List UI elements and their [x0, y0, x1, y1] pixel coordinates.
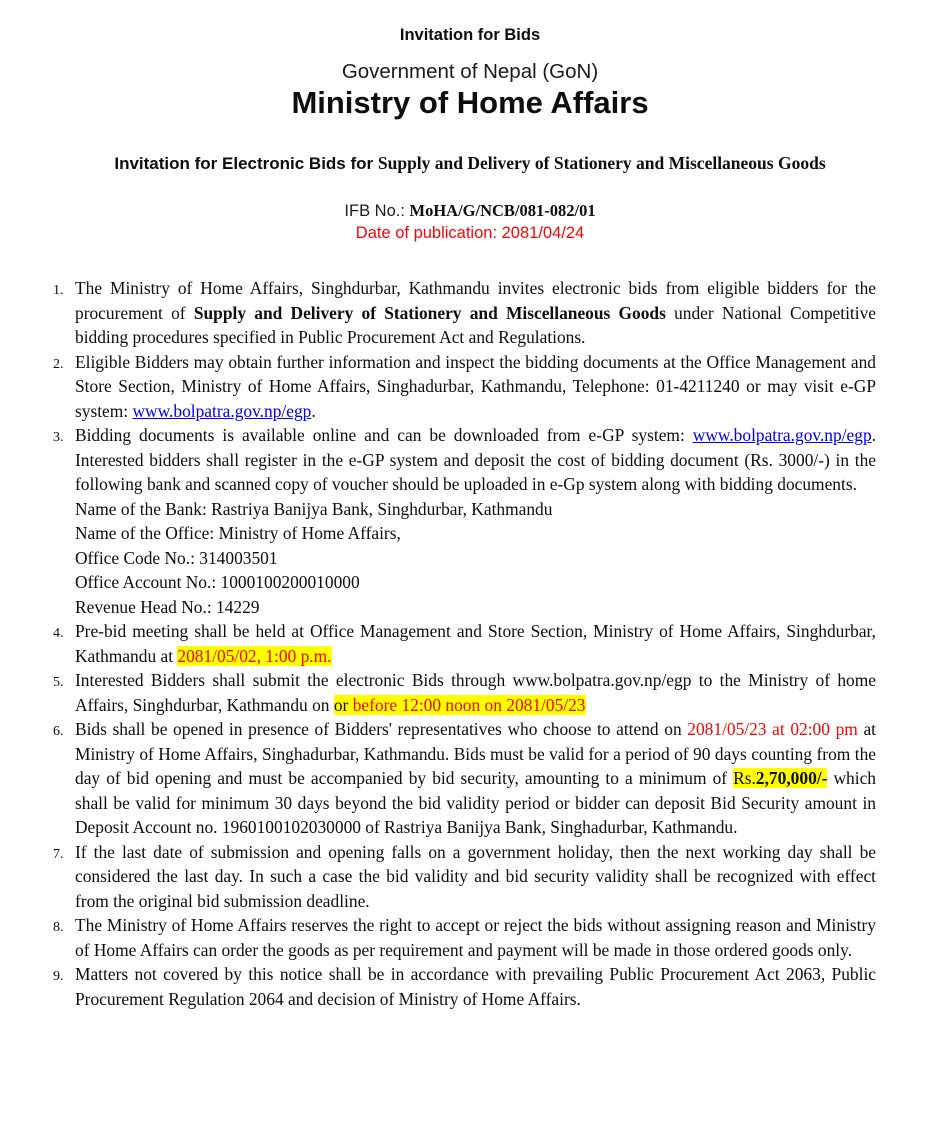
government-name: Government of Nepal (GoN)	[341, 60, 599, 83]
notice-item-5	[53, 668, 876, 717]
item-4-text	[75, 619, 876, 668]
office-name-line: Name of the Office: Ministry of Home Affairs,	[75, 523, 401, 543]
item-6-text	[75, 717, 876, 840]
bolpatra-link[interactable]: www.bolpatra.gov.np/egp	[692, 425, 872, 445]
item-8-text: The Ministry of Home Affairs reserves the right to accept or reject the bids without assigning reason and Ministry of Home Affairs can order the goods as per requirement and payment will be made in those ordered goods only.	[75, 915, 876, 960]
item-1-text	[75, 276, 876, 350]
bank-name-line: Name of the Bank: Rastriya Banijya Bank, Singhdurbar, Kathmandu	[75, 498, 553, 519]
item-number: 2.	[53, 356, 64, 372]
ifb-line	[0, 201, 940, 221]
procurement-subject-bold: Supply and Delivery of Stationery and Miscellaneous Goods	[193, 302, 666, 323]
subtitle-subject: Supply and Delivery of Stationery and Miscellaneous Goods	[377, 153, 826, 173]
item-2-segment: Eligible Bidders may obtain further information and inspect the bidding documents at the Office Management and Store Section, Ministry of Home Affairs, Singhadurbar, Kathmandu, Telephone: 01-4211240 or may visit e-GP system:	[75, 351, 876, 421]
office-code-line: Office Code No.: 314003501	[75, 547, 278, 568]
subtitle-prefix: Invitation for Electronic Bids for	[114, 154, 378, 173]
item-5-segment: Interested Bidders shall submit the electronic Bids through www.bolpatra.gov.np/egp to the Ministry of home Affairs, Singhdurbar, Kathmandu on	[75, 670, 876, 715]
ifb-number: MoHA/G/NCB/081-082/01	[409, 201, 596, 220]
item-3-segment: Bidding documents is available online and can be downloaded from e-GP system:	[75, 425, 693, 445]
item-number: 4.	[53, 626, 64, 641]
notice-item-6	[53, 717, 876, 840]
item-2-text	[75, 350, 876, 424]
item-6-segment: Bids shall be opened in presence of Bidders' representatives who choose to attend on	[75, 719, 688, 739]
notice-item-1	[53, 276, 876, 350]
item-6-segment: which shall be valid for minimum 30 days beyond the bid validity period or bidder can deposit Bid Security amount in Deposit Account no. 1960100102030000 of Rastriya Banijya Bank, Singhadurbar, Kathmandu.	[75, 768, 876, 837]
item-number: 8.	[53, 920, 64, 935]
submission-deadline-highlight-or: or	[333, 694, 353, 715]
item-7-text: If the last date of submission and opening falls on a government holiday, then the next working day shall be considered the last day. In such a case the bid validity and bid security validity shall be recognized with effect from the original bid submission deadline.	[75, 841, 876, 911]
item-6-segment: at Ministry of Home Affairs, Singhadurbar, Kathmandu. Bids must be valid for a period of 90 days counting from the day of bid opening and must be accompanied by bid security, amounting to a minimum of	[75, 719, 876, 788]
item-number: 3.	[53, 430, 64, 445]
item-9-text: Matters not covered by this notice shall be in accordance with prevailing Public Procurement Act 2063, Public Procurement Regulation 2064 and decision of Ministry of Home Affairs.	[75, 964, 876, 1009]
bid-opening-datetime: 2081/05/23 at 02:00 pm	[687, 719, 858, 739]
publication-date: Date of publication: 2081/04/24	[355, 224, 585, 242]
bid-security-currency-highlight: Rs.	[733, 768, 756, 788]
notice-item-3	[53, 423, 876, 619]
item-number: 5.	[53, 675, 64, 690]
notice-item-7	[53, 840, 876, 914]
item-2-segment: .	[311, 400, 316, 421]
notice-list	[0, 276, 940, 1011]
item-3-text	[75, 423, 876, 497]
item-number: 1.	[53, 283, 64, 298]
revenue-head-line: Revenue Head No.: 14229	[75, 596, 260, 617]
notice-item-9	[53, 962, 876, 1011]
item-3-segment: . Interested bidders shall register in the e-GP system and deposit the cost of bidding document (Rs. 3000/-) in the following bank and scanned copy of voucher should be uploaded in e-Gp system along with bidding documents.	[75, 425, 876, 494]
notice-item-4	[53, 619, 876, 668]
item-number: 9.	[53, 969, 64, 984]
bolpatra-link[interactable]: www.bolpatra.gov.np/egp	[132, 400, 312, 421]
submission-deadline-highlight: before 12:00 noon on 2081/05/23	[352, 694, 586, 715]
office-account-line: Office Account No.: 1000100200010000	[75, 572, 360, 592]
item-1-segment: under National Competitive bidding procedures specified in Public Procurement Act and Regulations.	[75, 302, 876, 347]
item-number: 6.	[53, 724, 64, 739]
item-1-segment: The Ministry of Home Affairs, Singhdurbar, Kathmandu invites electronic bids from eligible bidders for the procurement of	[75, 278, 876, 323]
ministry-name: Ministry of Home Affairs	[291, 85, 649, 120]
notice-item-8	[53, 913, 876, 962]
ifb-label: IFB No.:	[344, 202, 410, 220]
doc-type-title: Invitation for Bids	[399, 26, 541, 44]
item-5-text	[75, 668, 876, 717]
bid-security-amount-highlight: 2,70,000/-	[755, 768, 828, 788]
item-4-segment: Pre-bid meeting shall be held at Office Management and Store Section, Ministry of Home Affairs, Singhdurbar, Kathmandu at	[75, 621, 876, 666]
prebid-meeting-datetime-highlight: 2081/05/02, 1:00 p.m.	[177, 645, 332, 666]
item-number: 7.	[53, 846, 64, 862]
notice-item-2	[53, 350, 876, 424]
bid-subtitle	[70, 150, 870, 177]
